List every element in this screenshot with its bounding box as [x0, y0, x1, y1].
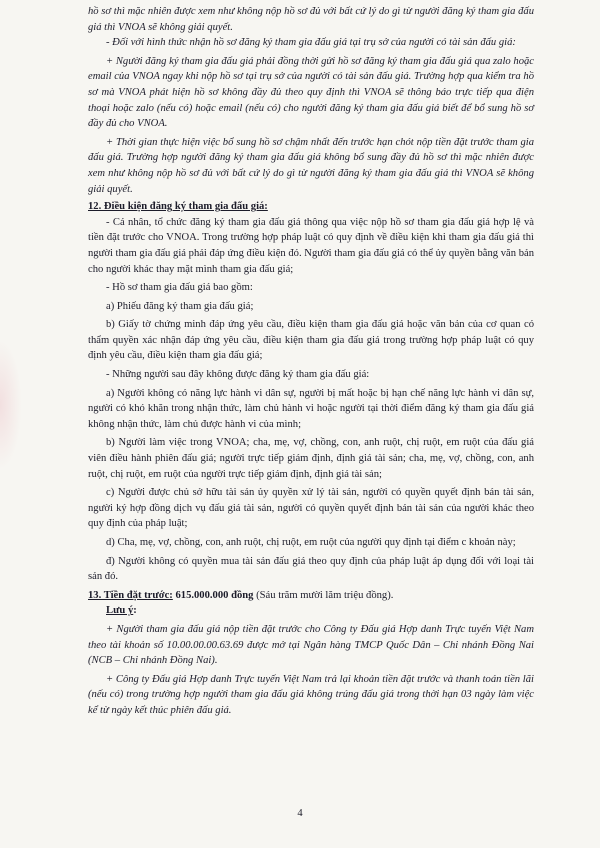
- deposit-amount-words: (Sáu trăm mười lăm triệu đồng).: [256, 589, 394, 601]
- paragraph-12: c) Người được chủ sở hữu tài sản ủy quyền xử lý tài sản, người có quyền quyết định bán tài sản, người ký hợp đồng dịch vụ đấu giá tài sản, người có quyền quyết định bán tài sản của người khác theo quy định của pháp luật;: [88, 487, 534, 530]
- section-13-label: 13. Tiền đặt trước:: [88, 589, 173, 601]
- paragraph-15: + Người tham gia đấu giá nộp tiền đặt trước cho Công ty Đấu giá Hợp danh Trực tuyến Việt Nam theo tài khoản số 10.00.00.00.63.69 được mở tại Ngân hàng TMCP Quốc Dân – Chi nhánh Đồng Nai (NCB – Chi nhánh Đồng Nai).: [88, 623, 534, 667]
- page-number: 4: [297, 808, 303, 819]
- paragraph-3: + Người đăng ký tham gia đấu giá phải đồng thời gửi hồ sơ đăng ký tham gia đấu giá qua zalo hoặc email của VNOA ngay khi nộp hồ sơ tại trụ sở của người có tài sản đấu giá. Trường hợp qua kiểm tra hồ sơ mà VNOA phát hiện hồ sơ không đầy đủ theo quy định thì VNOA sẽ thông báo trực tiếp qua điện thoại hoặc zalo (nếu có) hoặc email (nếu có) cho người đăng ký tham gia đấu giá biết để bổ sung hồ sơ đầy đủ cho VNOA.: [88, 55, 534, 130]
- note-label: Lưu ý: [106, 605, 134, 617]
- section-13-heading: [88, 588, 534, 604]
- paragraph-1: hồ sơ thì mặc nhiên được xem như không nộp hồ sơ đủ với bất cứ lý do gì từ người đăng ký tham gia đấu giá thì VNOA sẽ không giải quyết.: [88, 6, 534, 33]
- paragraph-16: + Công ty Đấu giá Hợp danh Trực tuyến Việt Nam trả lại khoản tiền đặt trước và thanh toán tiền lãi (nếu có) trong trường hợp người tham gia đấu giá không trúng đấu giá trong thời hạn 03 ngày làm việc kể từ ngày kết thúc phiên đấu giá.: [88, 673, 534, 716]
- paragraph-6: - Hồ sơ tham gia đấu giá bao gồm:: [106, 282, 253, 294]
- note-colon: :: [133, 605, 137, 617]
- stamp-edge-mark: [0, 340, 22, 470]
- note-heading: [88, 603, 534, 619]
- paragraph-14: đ) Người không có quyền mua tài sản đấu giá theo quy định của pháp luật áp dụng đối với loại tài sản đó.: [88, 555, 534, 583]
- paragraph-13: d) Cha, mẹ, vợ, chồng, con, anh ruột, chị ruột, em ruột của người quy định tại điểm c khoản này;: [106, 537, 516, 548]
- paragraph-2: - Đối với hình thức nhận hồ sơ đăng ký tham gia đấu giá tại trụ sở của người có tài sản đấu giá:: [106, 37, 516, 49]
- paragraph-9: - Những người sau đây không được đăng ký tham gia đấu giá:: [106, 369, 370, 381]
- paragraph-10: a) Người không có năng lực hành vi dân sự, người bị mất hoặc bị hạn chế năng lực hành vi dân sự, người có khó khăn trong nhận thức, làm chủ hành vi hoặc người tại thời điểm đăng ký tham gia đấu giá không nhận thức, làm chủ được hành vi của mình;: [88, 387, 534, 430]
- paragraph-4: + Thời gian thực hiện việc bổ sung hồ sơ chậm nhất đến trước hạn chót nộp tiền đặt trước tham gia đấu giá. Trường hợp người đăng ký tham gia đấu giá không bổ sung đầy đủ hồ sơ thì mặc nhiên được xem như không nộp hồ sơ đủ với bất cứ lý do gì từ người đăng ký tham gia đấu giá thì VNOA sẽ không giải quyết.: [88, 136, 534, 195]
- section-12-heading: 12. Điều kiện đăng ký tham gia đấu giá:: [88, 201, 268, 213]
- paragraph-5: - Cá nhân, tổ chức đăng ký tham gia đấu giá thông qua việc nộp hồ sơ tham gia đấu giá hợp lệ và tiền đặt trước cho VNOA. Trong trường hợp pháp luật có quy định về điều kiện khi tham gia đấu giá thì người tham gia đấu giá phải đáp ứng điều kiện đó. Người tham gia đấu giá có thể ủy quyền bằng văn bản cho người khác thay mặt mình tham gia đấu giá;: [88, 216, 534, 275]
- paragraph-7: a) Phiếu đăng ký tham gia đấu giá;: [106, 300, 254, 312]
- paragraph-8: b) Giấy tờ chứng minh đáp ứng yêu cầu, điều kiện tham gia đấu giá hoặc văn bản của cơ quan có thẩm quyền xác nhận đáp ứng yêu cầu, điều kiện tham gia đấu giá trong trường hợp pháp luật có quy định yêu cầu, điều kiện tham gia đấu giá;: [88, 319, 534, 362]
- paragraph-11: b) Người làm việc trong VNOA; cha, mẹ, vợ, chồng, con, anh ruột, chị ruột, em ruột của đấu giá viên điều hành phiên đấu giá; người trực tiếp giám định, định giá tài sản; cha, mẹ, vợ, chồng, con, anh ruột, chị ruột, em ruột của người trực tiếp giám định, định giá tài sản;: [88, 437, 534, 480]
- deposit-amount: 615.000.000 đồng: [175, 589, 254, 601]
